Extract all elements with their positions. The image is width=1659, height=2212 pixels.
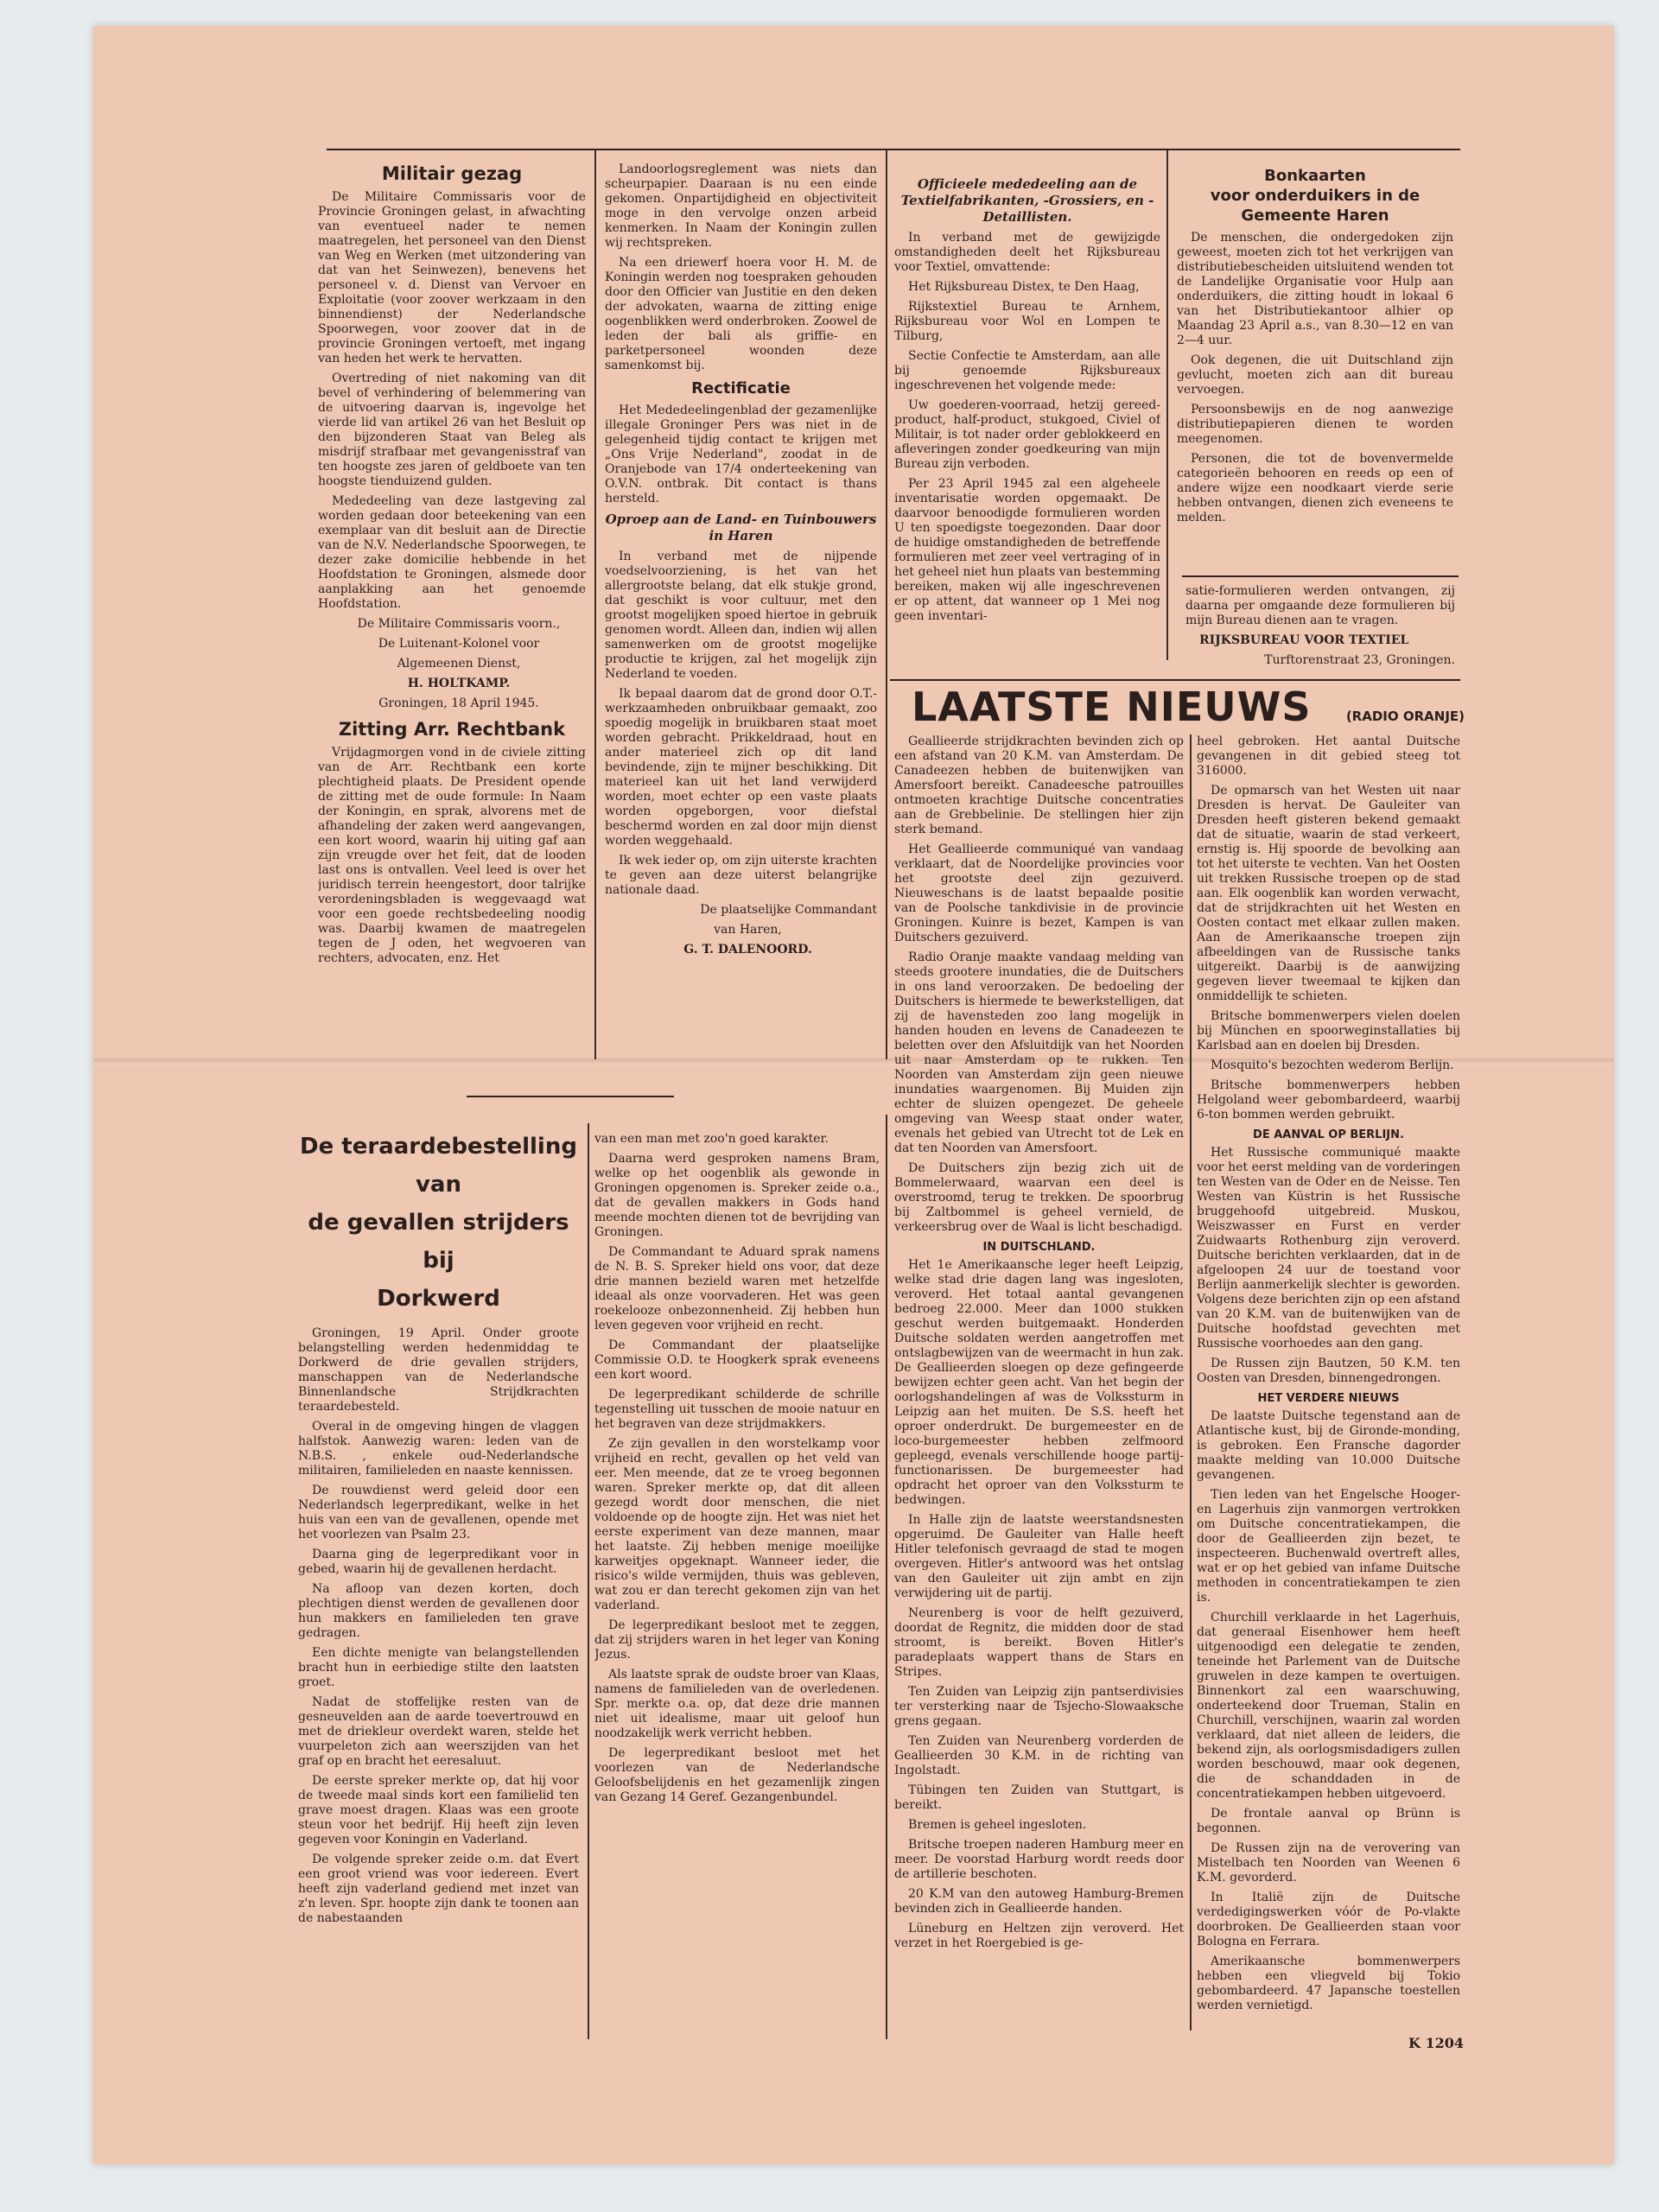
column-separator (594, 150, 596, 1059)
oproep-heading: Oproep aan de Land- en Tuinbouwers in Haren (605, 512, 877, 543)
paragraph: Daarna werd gesproken namens Bram, welke op het oogenblik als gewonde in Groningen opgenomen is. Spreker zeide o.a., dat de gevallen makkers in Gods hand meende mochten dienen tot de bevrijding van Groningen. (594, 1152, 880, 1239)
paragraph: Groningen, 19 April. Onder groote belangstelling werden hedenmiddag te Dorkwerd de drie gevallen strijders, manschappen van de Nederlandsche Binnenlandsche Strijdkrachten teraardebesteld. (298, 1326, 579, 1414)
teraarde-heading-line: Dorkwerd (377, 1286, 500, 1312)
rectificatie-heading: Rectificatie (691, 379, 791, 397)
paragraph: Ze zijn gevallen in den worstelkamp voor vrijheid en recht, gevallen op het veld van eer. Men meende, dat ze te vroeg begonnen waren. Spreker merkte op, dat dit alleen gezegd wordt door menschen, die niet voldoende op de hoogte zijn. Het was niet het eerste experiment van deze mannen, maar het laatste. Zij hebben menige moeilijke karweitjes opgeknapt. Wanneer ieder, die risico's wilde vermijden, thuis was gebleven, wat zou er dan terecht gekomen zijn van het vaderland. (594, 1437, 880, 1612)
paragraph: Het Geallieerde communiqué van vandaag verklaart, dat de Noordelijke provincies voor het grootste deel zijn gezuiverd. Nieuweschans is de laatst bepaalde positie van de Poolsche tankdivisie in de provincie Groningen. Kuinre is bezet, Kampen is van Duitschers gezuiverd. (894, 842, 1184, 944)
paragraph: Bremen is geheel ingesloten. (908, 1818, 1087, 1832)
bonkaarten-article (1177, 166, 1453, 572)
paragraph: Britsche bommenwerpers hebben Helgoland weer gebombardeerd, waarbij 6-ton bommen werden gebruikt. (1197, 1078, 1460, 1122)
paragraph: Tübingen ten Zuiden van Stuttgart, is bereikt. (894, 1783, 1184, 1812)
paragraph: De legerpredikant besloot met het voorlezen van de Nederlandsche Geloofsbelijdenis en het gezamenlijk zingen van Gezang 14 Geref. Gezangenbundel. (594, 1746, 880, 1804)
paragraph: De Russen zijn Bautzen, 50 K.M. ten Oosten van Dresden, binnengedrongen. (1197, 1357, 1460, 1385)
paragraph: De legerpredikant besloot met te zeggen, dat zij strijders waren in het leger van Koning Jezus. (594, 1618, 880, 1662)
paragraph: van een man met zoo'n goed karakter. (594, 1132, 829, 1146)
paragraph: De Duitschers zijn bezig zich uit de Bommelerwaard, waarvan een deel is overstroomd, terug te trekken. De spoorbrug bij Zaltbommel is geheel vernield, de verkeersbrug over de Waal is licht beschadigd. (894, 1161, 1184, 1234)
paragraph: Amerikaansche bommenwerpers hebben een vliegveld bij Tokio gebombardeerd. 47 Japansche toestellen werden vernietigd. (1197, 1955, 1460, 2012)
militair-heading: Militair gezag (381, 163, 523, 184)
paragraph: De frontale aanval op Brünn is begonnen. (1197, 1807, 1460, 1835)
signature-line: De Militaire Commissaris voorn., (357, 617, 561, 631)
paragraph: Na een driewerf hoera voor H. M. de Koningin werden nog toespraken gehouden door den Officier van Justitie en den deken der advokaten, waarna de zitting enige oogenblikken werd onderbroken. Zoowel de leden der bali als griffie- en parketpersoneel woonden deze samenkomst bij. (605, 256, 877, 372)
paragraph: heel gebroken. Het aantal Duitsche gevangenen in dit gebied steeg tot 316000. (1197, 734, 1460, 778)
paragraph: Daarna ging de legerpredikant voor in gebed, waarin hij de gevallenen herdacht. (298, 1548, 579, 1576)
paragraph: In verband met de gewijzigde omstandigheden deelt het Rijksbureau voor Textiel, omvattende: (894, 231, 1160, 274)
paragraph: Een dichte menigte van belangstellenden bracht hun in eerbiedige stilte den laatsten groet. (298, 1646, 579, 1689)
top-rule (327, 149, 1460, 150)
paragraph: Britsche troepen naderen Hamburg meer en meer. De voorstad Harburg wordt reeds door de artillerie beschoten. (894, 1838, 1184, 1881)
paragraph: Mosquito's bezochten wederom Berlijn. (1211, 1058, 1454, 1072)
laatste-nieuws-column-2 (1197, 734, 1460, 2031)
column-separator (588, 1123, 589, 2039)
edition-code: K 1204 (1408, 2035, 1465, 2051)
zitting-heading: Zitting Arr. Rechtbank (338, 719, 566, 740)
paragraph: Als laatste sprak de oudste broer van Klaas, namens de familieleden van de overledenen. Spr. merkte o.a. op, dat deze drie mannen niet uit idealisme, maar uit geloof hun noodzakelijk werk verricht hebben. (594, 1668, 880, 1740)
paragraph: Nadat de stoffelijke resten van de gesneuvelden aan de aarde toevertrouwd en met de driekleur overdekt waren, stelde het vuurpeleton zich aan weerszijden van het graf op en bracht het eeresaluut. (298, 1695, 579, 1768)
paragraph: Ten Zuiden van Neurenberg vorderden de Geallieerden 30 K.M. in de richting van Ingolstadt. (894, 1734, 1184, 1777)
paragraph: Neurenberg is voor de helft gezuiverd, doordat de Regnitz, die midden door de stad stroomt, is bereikt. Boven Hitler's paradeplaats wappert thans de Stars en Stripes. (894, 1606, 1184, 1679)
paragraph: Ten Zuiden van Leipzig zijn pantserdivisies ter versterking naar de Tsjecho-Slowaaksche grens gegaan. (894, 1685, 1184, 1728)
paragraph: Persoonsbewijs en de nog aanwezige distributiepapieren dienen te worden meegenomen. (1177, 403, 1453, 446)
teraarde-column-1 (298, 1128, 579, 2044)
paragraph: Landoorlogsreglement was niets dan scheurpapier. Daaraan is nu een einde gekomen. Onpartijdigheid en objectiviteit moge in den vervolge onzen arbeid kenmerken. In Naam der Koningin zullen wij rechtspreken. (605, 162, 877, 250)
paragraph: De opmarsch van het Westen uit naar Dresden is hervat. De Gauleiter van Dresden heeft gisteren bekend gemaakt dat de situatie, waarin de stad verkeert, ernstig is. Hij spoorde de bevolking aan tot het uiterste te vechten. Van het Oosten uit trekken Russische troepen op de stad aan. Elk oogenblik kan worden verwacht, dat de strijdkrachten uit het Westen en Oosten contact met elkaar zullen maken. Aan de Amerikaansche troepen zijn afbeeldingen van de Russische tanks uitgereikt. Daarbij is de aanwijzing gegeven liever tweemaal te kijken dan onmiddellijk te schieten. (1197, 784, 1460, 1003)
column-separator (886, 1115, 887, 2039)
teraarde-heading-line: de gevallen strijders bij (308, 1210, 569, 1274)
paragraph: Het Rijksbureau Distex, te Den Haag, (908, 280, 1140, 294)
textiel-continuation (1185, 584, 1455, 679)
signature-line: De plaatselijke Commandant (700, 903, 877, 917)
paragraph: Ik wek ieder op, om zijn uiterste krachten te geven aan deze uiterst belangrijke nationale daad. (605, 854, 877, 897)
bonkaarten-heading: Bonkaarten (1264, 167, 1366, 185)
section-rule (1182, 575, 1459, 577)
paragraph: Personen, die tot de bovenvermelde categorieën behooren en reeds op een of andere wijze een noodkaart vierde serie hebben ontvangen, dienen zich eveneens te melden. (1177, 452, 1453, 524)
laatste-nieuws-banner (912, 683, 1465, 731)
signature-name: G. T. DALENOORD. (683, 943, 812, 957)
banner-rule (890, 679, 1460, 681)
paragraph: Sectie Confectie te Amsterdam, aan alle bij genoemde Rijksbureaux ingeschrevenen het volgende mede: (894, 349, 1160, 392)
paragraph: Na afloop van dezen korten, doch plechtigen dienst werden de gevallenen door hun makkers en familieleden ten grave gedragen. (298, 1582, 579, 1640)
verdere-nieuws-heading: HET VERDERE NIEUWS (1257, 1392, 1400, 1405)
teraarde-heading (298, 1128, 579, 1318)
paragraph: De Russen zijn na de verovering van Mistelbach ten Noorden van Weenen 6 K.M. gevorderd. (1197, 1841, 1460, 1885)
paragraph: Het Mededeelingenblad der gezamenlijke illegale Groninger Pers was niet in de gelegenheid tijdig contact te krijgen met „Ons Vrije Nederland", zoodat in de Oranjebode van 17/4 onderteekening van O.V.N. ontbrak. Dit contact is thans hersteld. (605, 404, 877, 505)
aanval-berlijn-heading: DE AANVAL OP BERLIJN. (1253, 1128, 1404, 1141)
paragraph: De eerste spreker merkte op, dat hij voor de tweede maal sinds kort een familielid ten grave moest dragen. Klaas was een groote steun voor het bedrijf. Hij heeft zijn leven gegeven voor Koningin en Vaderland. (298, 1774, 579, 1847)
laatste-nieuws-title: LAATSTE NIEUWS (912, 683, 1312, 730)
paragraph: Per 23 April 1945 zal een algeheele inventarisatie worden opgemaakt. De daarvoor benoodigde formulieren worden U ten spoedigste toegezonden. Daar door de huidige omstandigheden de betreffende formulieren met zeer veel vertraging of in het geheel niet hun plaats van bestemming bereiken, maken wij alle ingeschrevenen er op attent, dat wanneer op 1 Mei nog geen inventari- (894, 477, 1160, 623)
bonkaarten-heading: voor onderduikers in de (1210, 187, 1421, 205)
signature-line: Algemeenen Dienst, (397, 657, 521, 671)
paragraph: De Commandant te Aduard sprak namens de N. B. S. Spreker hield ons voor, dat deze drie mannen bezield waren met hetzelfde ideaal als onze voorvaderen. Het was geen roekelooze onbezonnenheid. Zij hebben hun leven gegeven voor vrijheid en recht. (594, 1245, 880, 1332)
militair-gezag-article (318, 162, 586, 1061)
textiel-heading: Officieele mededeeling aan de Textielfabrikanten, -Grossiers, en -Detaillisten. (900, 176, 1154, 225)
paragraph: In Halle zijn de laatste weerstandsnesten opgeruimd. De Gauleiter van Halle heeft Hitler telefonisch gevraagd de stad te mogen overgeven. Hitler's antwoord was het ontslag van den Gauleiter uit zijn ambt en zijn verwijdering uit de partij. (894, 1513, 1184, 1600)
paragraph: Radio Oranje maakte vandaag melding van steeds grootere inundaties, die de Duitschers in ons land veroorzaken. De bedoeling der Duitschers is hiermede te bewerkstelligen, dat zij de havensteden zoo lang mogelijk in handen houden en levens de Canadeezen te beletten over den Afsluitdijk van het Noorden uit naar Amsterdam op te rukken. Ten Noorden van Amsterdam zijn geen nieuwe inundaties waargenomen. Bij Muiden zijn echter de sluizen opengezet. De geheele omgeving van Weesp staat onder water, evenals het gebied van Utrecht tot de Lek en dat ten Noorden van Amersfoort. (894, 950, 1184, 1155)
signature-line: van Haren, (714, 923, 782, 937)
paragraph: Lüneburg en Heltzen zijn veroverd. Het verzet in het Roergebied is ge- (894, 1922, 1184, 1950)
signature-line: Turftorenstraat 23, Groningen. (1264, 653, 1455, 667)
signature-line: De Luitenant-Kolonel voor (378, 637, 540, 651)
paragraph: De Commandant der plaatselijke Commissie O.D. te Hoogkerk sprak eveneens een kort woord. (594, 1338, 880, 1382)
paragraph: Het Russische communiqué maakte voor het eerst melding van de vorderingen ten Westen van de Oder en de Neisse. Ten Westen van Küstrin is het Russische bruggehoofd uitgebreid. Muskou, Weiszwasser en Furst en verder Zuidwaarts Rothenburg zijn veroverd. Duitsche berichten verklaarden, dat in de afgeloopen 24 uur de toestand voor Berlijn aanmerkelijk slechter is geworden. Volgens deze berichten zijn op een afstand van 20 K.M. van de buitenwijken van de Duitsche hoofdstad gevechten met Russische voorhoedes aan den gang. (1197, 1146, 1460, 1351)
paragraph: Overal in de omgeving hingen de vlaggen halfstok. Aanwezig waren: leden van de N.B.S. , enkele oud-Nederlandsche militairen, familieleden en naaste kennissen. (298, 1420, 579, 1478)
paragraph: Het 1e Amerikaansche leger heeft Leipzig, welke stad drie dagen lang was ingesloten, veroverd. Het totaal aantal gevangenen bedroeg 22.000. Meer dan 1000 stukken geschut werden buitgemaakt. Honderden Duitsche soldaten werden aangetroffen met ontslagbewijzen van de weermacht in hun zak. De Geallieerden sloegen op deze gefingeerde bewijzen echter geen acht. Van het begin der oorlogshandelingen af was de Volkssturm in Leipzig aan het muiten. De S.S. heeft het oproer onderdrukt. De burgemeester en de loco-burgemeester hebben zelfmoord gepleegd, evenals verschillende hooge partij-functionarissen. De burgemeester had opdracht het oproer van den Volkssturm te bedwingen. (894, 1258, 1184, 1507)
paragraph: Ik bepaal daarom dat de grond door O.T.-werkzaamheden onbruikbaar gemaakt, zoo spoedig mogelijk in bruikbaren staat moet worden gebracht. Prikkeldraad, hout en ander materieel zich op dit land bevindende, zijn te mijner beschikking. Dit materieel kan uit het land verwijderd worden, moet echter op een vaste plaats worden opgeborgen, voor diefstal beschermd worden en zal door mijn dienst worden weggehaald. (605, 687, 877, 848)
paragraph: Overtreding of niet nakoming van dit bevel of verhindering of belemmering van de uitvoering daarvan is, ingevolge het vierde lid van artikel 26 van het Besluit op den bijzonderen Staat van Beleg als misdrijf strafbaar met gevangenisstraf van ten hoogste zes jaren of geldboete van ten hoogste tienduizend gulden. (318, 372, 586, 488)
paragraph: Geallieerde strijdkrachten bevinden zich op een afstand van 20 K.M. van Amsterdam. De Canadeezen hebben de buitenwijken van Amersfoort bereikt. Canadeesche patrouilles ontmoeten krachtige Duitsche concentraties aan de Grebbelinie. De stellingen hier zijn sterk bemand. (894, 734, 1184, 836)
paragraph: Uw goederen-voorraad, hetzij gereed-product, half-product, stukgoed, Civiel of Militair, is tot nader order geblokkeerd en afleveringen zonder goedkeuring van mijn Bureau zijn verboden. (894, 398, 1160, 471)
paragraph: 20 K.M van den autoweg Hamburg-Bremen bevinden zich in Geallieerde handen. (894, 1887, 1184, 1916)
paragraph: In Italië zijn de Duitsche verdedigingswerken vóór de Po-vlakte doorbroken. De Geallieerden staan voor Bologna en Ferrara. (1197, 1891, 1460, 1948)
paragraph: Tien leden van het Engelsche Hooger- en Lagerhuis zijn vanmorgen vertrokken om Duitsche concentratiekampen, die door de Geallieerden zijn bezet, te inspecteeren. Buchenwald overtreft alles, wat er op het gebied van infame Duitsche methoden in concentratiekampen te zien is. (1197, 1488, 1460, 1605)
column-separator (1166, 150, 1168, 660)
paragraph: Vrijdagmorgen vond in de civiele zitting van de Arr. Rechtbank een korte plechtigheid plaats. De President opende de zitting met de oude formule: In Naam der Koningin, en sprak, alvorens met de afhandeling der zaken werd aangevangen, een kort woord, waarin hij uiting gaf aan zijn vreugde over het feit, dat de looden last ons is ontvallen. Veel leed is over het juridisch terrein heengestort, door talrijke verordeningsbladen is weggevaagd wat voor een goede rechtsbedeeling noodig was. Daarbij kwamen de maatregelen tegen de J oden, het wegvoeren van rechters, advocaten, enz. Het (318, 746, 586, 965)
textiel-article (894, 173, 1160, 657)
signature-name: H. HOLTKAMP. (407, 677, 511, 690)
column-separator (1190, 734, 1192, 2031)
teraarde-heading-line: De teraardebestelling van (300, 1134, 577, 1198)
paragraph: Mededeeling van deze lastgeving zal worden gedaan door beteekening van een exemplaar van dit besluit aan de Directie van de N.V. Nederlandsche Spoorwegen, te dezer zake domicilie hebbende in het Hoofdstation te Groningen, alsmede door aanplakking aan het genoemde Hoofdstation. (318, 494, 586, 611)
in-duitschland-heading: IN DUITSCHLAND. (982, 1241, 1096, 1254)
paragraph: satie-formulieren werden ontvangen, zij daarna per omgaande deze formulieren bij mijn Bureau dienen aan te vragen. (1185, 584, 1455, 627)
laatste-nieuws-column-1 (894, 734, 1184, 2031)
paragraph: De legerpredikant schilderde de schrille tegenstelling uit tusschen de mooie natuur en het begraven van deze strijdmakkers. (594, 1388, 880, 1431)
radio-oranje-label: (RADIO ORANJE) (1345, 709, 1465, 724)
paragraph: In verband met de nijpende voedselvoorziening, is het van het allergrootste belang, dat elk stukje grond, dat geschikt is voor cultuur, met den grootst mogelijken spoed hiertoe in gebruik genomen wordt. Alleen dan, indien wij allen samenwerken om de grootst mogelijke productie te krijgen, zal het mogelijk zijn Nederland te voeden. (605, 550, 877, 681)
signature-line: RIJKSBUREAU VOOR TEXTIEL (1199, 633, 1409, 647)
paragraph: Rijkstextiel Bureau te Arnhem, Rijksbureau voor Wol en Lompen te Tilburg, (894, 300, 1160, 343)
column-separator (886, 150, 887, 1059)
paragraph: De laatste Duitsche tegenstand aan de Atlantische kust, bij de Gironde-monding, is gebroken. Een Fransche dagorder maakte melding van 10.000 Duitsche gevangenen. (1197, 1409, 1460, 1482)
paragraph: De volgende spreker zeide o.m. dat Evert een groot vriend was voor iedereen. Evert heeft zijn vaderland gediend met inzet van z'n leven. Spr. hoopte zijn dank te toonen aan de nabestaanden (298, 1853, 579, 1925)
section-rule (467, 1096, 674, 1097)
paragraph: De menschen, die ondergedoken zijn geweest, moeten zich tot het verkrijgen van distributiebescheiden uitsluitend wenden tot de Landelijke Organisatie voor Hulp aan onderduikers, die zitting houdt in lokaal 6 van het Distributiekantoor alhier op Maandag 23 April a.s., van 8.30—12 en van 2—4 uur. (1177, 231, 1453, 347)
paragraph: Ook degenen, die uit Duitschland zijn gevlucht, moeten zich aan dit bureau vervoegen. (1177, 353, 1453, 397)
rectificatie-column (605, 162, 877, 1061)
paragraph: Churchill verklaarde in het Lagerhuis, dat generaal Eisenhower hem heeft uitgenoodigd een delegatie te zenden, teneinde het Parlement van de Duitsche gruwelen in deze kampen te overtuigen. Binnenkort zal een waarschuwing, onderteekend door Trueman, Stalin en Churchill, verschijnen, waarin zal worden verklaard, dat niet alleen de leiders, die bekend zijn, als oorlogsmisdadigers zullen worden beschouwd, maar ook degenen, die de schanddaden in de concentratiekampen hebben uitgevoerd. (1197, 1611, 1460, 1801)
paragraph: Britsche bommenwerpers vielen doelen bij München en spoorweginstallaties bij Karlsbad aan en doelen bij Dresden. (1197, 1009, 1460, 1052)
paragraph: De Militaire Commissaris voor de Provincie Groningen gelast, in afwachting van eventueel nader te nemen maatregelen, het personeel van den Dienst van Weg en Werken (met uitzondering van dat van het Seinwezen), benevens het personeel v. d. Dienst van Vervoer en Exploitatie (voor zoover werkzaam in den binnendienst) der Nederlandsche Spoorwegen, voor zoover dat in de provincie Groningen vertoeft, met ingang van heden het werk te hervatten. (318, 190, 586, 365)
dateline: Groningen, 18 April 1945. (378, 696, 539, 710)
paragraph: De rouwdienst werd geleid door een Nederlandsch legerpredikant, welke in het huis van een van de gevallenen, opende met het voorlezen van Psalm 23. (298, 1484, 579, 1541)
bonkaarten-heading: Gemeente Haren (1241, 207, 1389, 225)
teraarde-column-2 (594, 1132, 880, 2039)
